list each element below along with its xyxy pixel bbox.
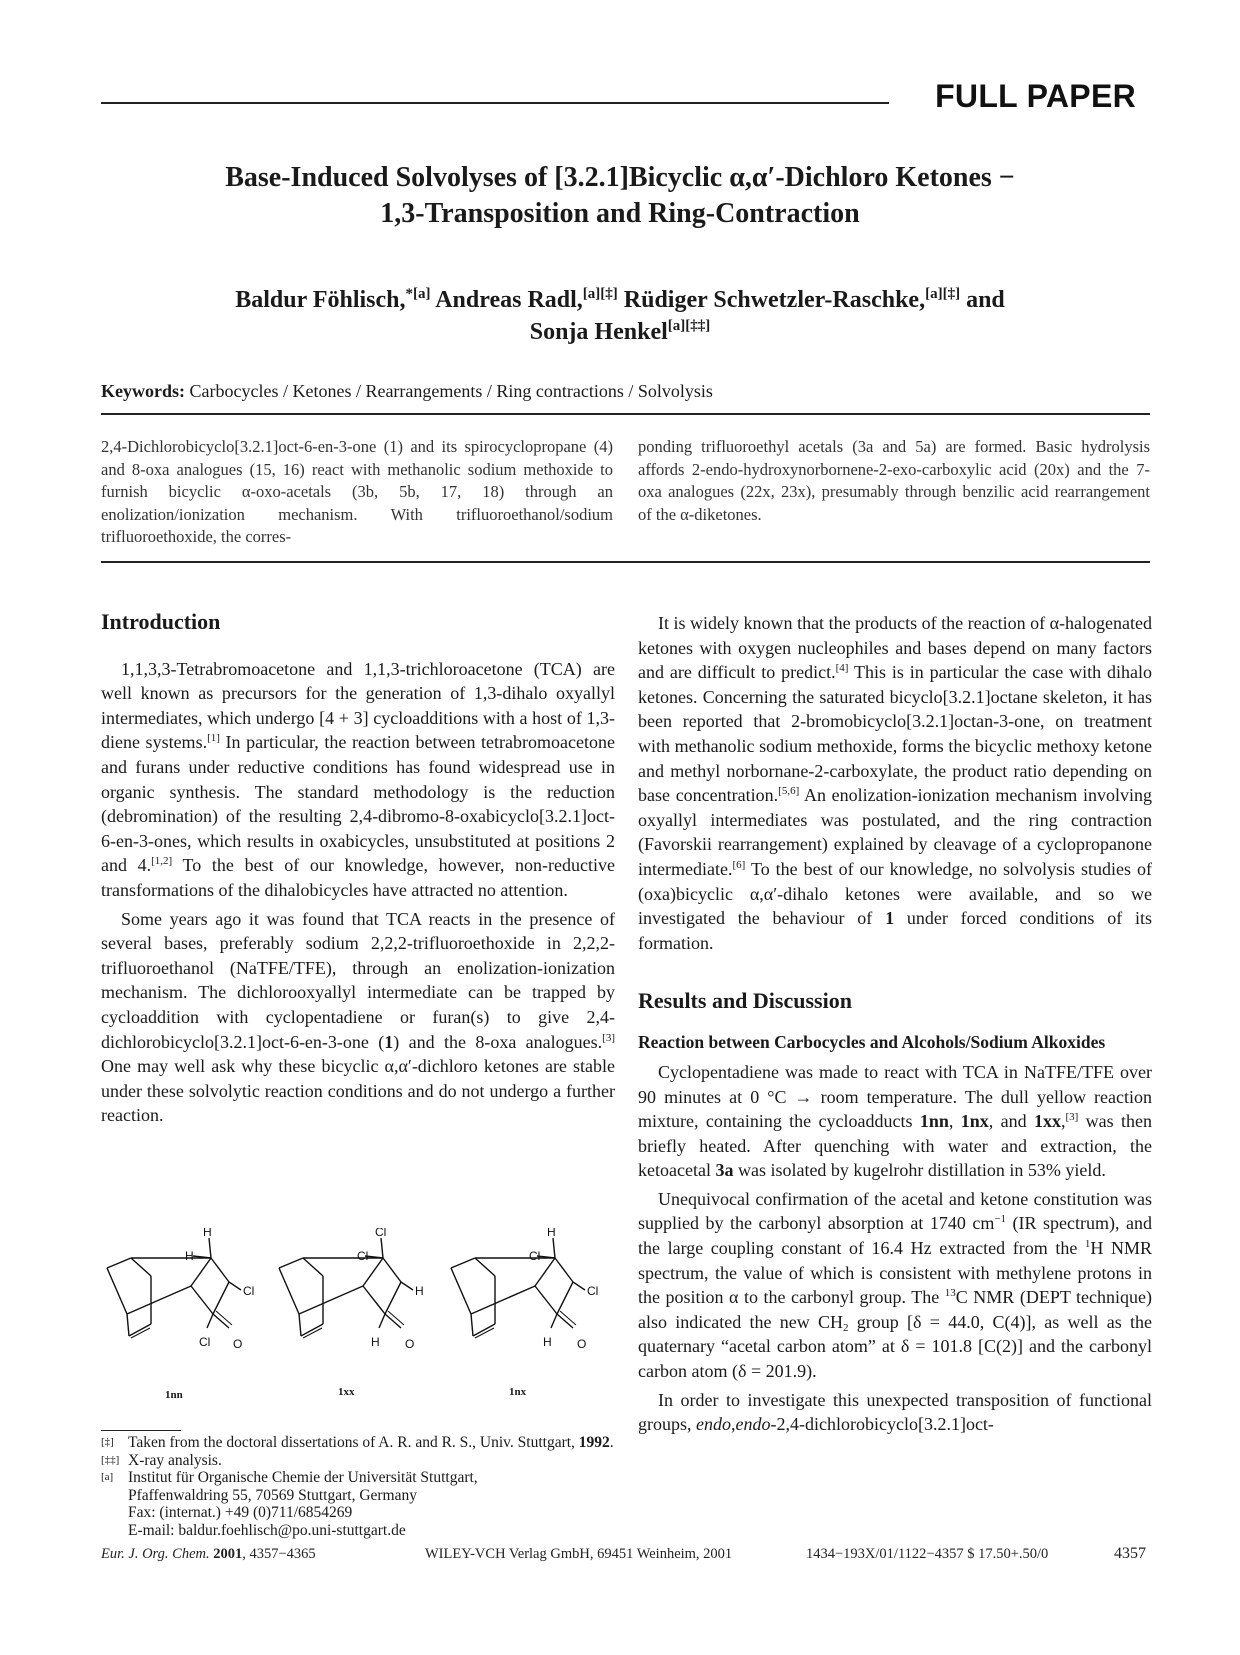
author-name: Sonja Henkel — [529, 319, 668, 345]
abstract-bottom-rule — [101, 561, 1150, 563]
bond — [379, 1314, 385, 1328]
right-paragraph-1: It is widely known that the products of the reaction of α-halogenated ketones with oxygen nucleophiles and bases depend on many factors and are difficult to predict.[4] This is in particular the case with dihalo ketones. Concerning the saturated bicyclo[3.2.1]octane skeleton, it has been reported that 2-bromobicyclo[3.2.1]octan-3-one, on treatment with methanolic sodium methoxide, forms the bicyclic methoxy ketone and methyl norbornane-2-carboxylate, the product ratio depending on base concentration.[5,6] An enolization-ionization mechanism involving oxyallyl intermediates was postulated, and the ring contraction (Favorskii rearrangement) explained by cleavage of a cyclopropanone intermediate.[6] To the best of our knowledge, no solvolysis studies of (oxa)bicyclic α,α′-dihalo ketones were available, and so we investigated the behaviour of 1 under forced conditions of its formation. — [638, 613, 1153, 953]
bond — [363, 1286, 385, 1314]
atom-label: Cl — [243, 1284, 255, 1298]
structure-label: 1nx — [509, 1386, 527, 1398]
right-paragraph-4: In order to investigate this unexpected transposition of functional groups, endo,endo-2,4-dichlorobicyclo[3.2.1]oct- — [638, 1389, 1152, 1435]
footnote: [‡] Taken from the doctoral dissertations of A. R. and R. S., Univ. Stuttgart, 1992. — [101, 1434, 614, 1451]
bond — [473, 1324, 495, 1336]
bond — [383, 1258, 401, 1282]
bond — [451, 1268, 471, 1314]
atom-label: H — [547, 1228, 556, 1239]
footnote: [‡‡] X-ray analysis. — [101, 1451, 222, 1469]
atom-label: H — [185, 1249, 194, 1263]
bond — [127, 1314, 129, 1336]
bond — [385, 1314, 401, 1328]
atom-label: H — [543, 1335, 552, 1349]
bond — [303, 1258, 323, 1276]
atom-label: Cl — [357, 1249, 369, 1263]
bond — [557, 1282, 573, 1314]
bond — [131, 1258, 151, 1276]
atom-label: Cl — [375, 1228, 387, 1239]
bond — [557, 1314, 573, 1328]
bond — [381, 1238, 383, 1258]
bond — [475, 1258, 495, 1276]
bond — [299, 1286, 363, 1314]
abstract-top-rule — [101, 413, 1150, 415]
author-affiliation: [a][‡‡] — [667, 318, 711, 334]
author-affiliation: [a][‡] — [582, 286, 618, 302]
abstract-left: 2,4-Dichlorobicyclo[3.2.1]oct-6-en-3-one (1) and its spirocyclopropane (4) and 8-oxa analogues (15, 16) react with methanolic sodium methoxide to furnish bicyclic α-oxo-acetals (3b, 5b, 17, 18) through an enolization/ionization mechanism. With trifluoroethanol/sodium trifluoroethoxide, the corres- — [101, 437, 613, 546]
bond — [229, 1282, 241, 1290]
structure-label: 1nn — [165, 1389, 183, 1401]
atom-label: Cl — [199, 1335, 211, 1349]
bond — [129, 1324, 151, 1336]
atom-label: Cl — [587, 1284, 599, 1298]
structures-svg — [101, 1228, 621, 1408]
atom-label: H — [371, 1335, 380, 1349]
bond — [191, 1286, 213, 1314]
footer-issn: 1434−193X/01/1122−4357 $ 17.50+.50/0 — [806, 1546, 1049, 1562]
author-name: Rüdiger Schwetzler-Raschke, — [623, 287, 926, 313]
atom-label: H — [203, 1228, 212, 1239]
email-line[interactable]: E-mail: baldur.foehlisch@po.uni-stuttgart.de — [128, 1521, 406, 1539]
bond — [209, 1238, 211, 1258]
bond — [451, 1258, 475, 1268]
header-rule — [101, 102, 889, 104]
footnote-rule — [101, 1430, 181, 1431]
page-number: 4357 — [1114, 1545, 1146, 1562]
footer-citation: Eur. J. Org. Chem. 2001, 4357−4365 — [101, 1546, 316, 1562]
bond — [191, 1258, 211, 1286]
bond — [385, 1282, 401, 1314]
bond — [279, 1258, 303, 1268]
intro-paragraph-1: 1,1,3,3-Tetrabromoacetone and 1,1,3-trichloroacetone (TCA) are well known as precursors for the generation of 1,3-dihalo oxyallyl intermediates, which undergo [4 + 3] cycloadditions with a host of 1,3-diene systems.[1] In particular, the reaction between tetrabromoacetone and furans under reductive conditions has found widespread use in organic synthesis. The standard methodology is the reduction (debromination) of the resulting 2,4-dibromo-8-oxabicyclo[3.2.1]oct-6-en-3-ones, which results in oxabicycles, unsubstituted at positions 2 and 4.[1,2] To the best of our knowledge, however, non-reductive transformations of the dihalobicycles have attracted no attention. — [101, 658, 615, 900]
bond — [471, 1286, 535, 1314]
atom-label: O — [405, 1337, 415, 1351]
bond — [401, 1282, 413, 1290]
keywords-label: Keywords: — [101, 381, 185, 401]
abstract-right: ponding trifluoroethyl acetals (3a and 5a) are formed. Basic hydrolysis affords 2-endo-hydroxynorbornene-2-exo-carboxylic acid (20x) and the 7-oxa analogues (22x, 23x), presumably through benzilic acid rearrangement of the α-diketones. — [638, 437, 1150, 524]
author-line-1 — [100, 284, 1140, 316]
intro-heading: Introduction — [101, 609, 221, 634]
footnotes — [101, 1434, 621, 1539]
bond — [551, 1314, 557, 1328]
bond — [301, 1324, 323, 1336]
bond — [213, 1314, 229, 1328]
paper-title — [100, 160, 1140, 232]
bond — [107, 1268, 127, 1314]
atom-label: O — [577, 1337, 587, 1351]
author-list — [100, 284, 1140, 348]
subsection-heading: Reaction between Carbocycles and Alcohols/Sodium Alkoxides — [638, 1031, 1106, 1052]
results-heading: Results and Discussion — [638, 988, 852, 1014]
left-column — [101, 610, 615, 1128]
atom-label: O — [233, 1337, 243, 1351]
bond — [535, 1286, 557, 1314]
structure-label: 1xx — [338, 1386, 355, 1398]
address-line: Pfaffenwaldring 55, 70569 Stuttgart, Germany — [128, 1486, 417, 1504]
keywords-text: Carbocycles / Ketones / Rearrangements / Ring contractions / Solvolysis — [189, 381, 713, 401]
bond — [553, 1238, 555, 1258]
author-line-2 — [100, 316, 1140, 348]
bond — [471, 1314, 473, 1336]
author-conjunction: and — [966, 287, 1005, 313]
bond — [127, 1286, 191, 1314]
atom-label: H — [415, 1284, 424, 1298]
bond — [213, 1282, 229, 1314]
intro-paragraph-2: Some years ago it was found that TCA reacts in the presence of several bases, preferably sodium 2,2,2-trifluoroethoxide in 2,2,2-trifluoroethanol (NaTFE/TFE), through an enolization-ionization mechanism. The dichlorooxyallyl intermediate can be trapped by cycloaddition with cyclopentadiene or furan(s) to give 2,4-dichlorobicyclo[3.2.1]oct-6-en-3-one (1) and the 8-oxa analogues.[3] One may well ask why these bicyclic α,α′-dichloro ketones are stable under these solvolytic reaction conditions and do not undergo a further reaction. — [101, 908, 615, 1126]
author-name: Andreas Radl, — [435, 287, 583, 313]
bond — [279, 1268, 299, 1314]
title-line-1: Base-Induced Solvolyses of [3.2.1]Bicyclic α,α′-Dichloro Ketones − — [225, 162, 1015, 193]
bond — [573, 1282, 585, 1290]
bond — [207, 1314, 213, 1328]
atom-label: Cl — [529, 1249, 541, 1263]
author-affiliation: [a][‡] — [925, 286, 961, 302]
bond — [211, 1258, 229, 1282]
section-label: FULL PAPER — [935, 78, 1136, 114]
right-column — [638, 611, 1152, 1437]
right-paragraph-2: Cyclopentadiene was made to react with TCA in NaTFE/TFE over 90 minutes at 0 °C → room temperature. The dull yellow reaction mixture, containing the cycloadducts 1nn, 1nx, and 1xx,[3] was then briefly heated. After quenching with water and extraction, the ketoacetal 3a was isolated by kugelrohr distillation in 53% yield. — [638, 1061, 1153, 1181]
footer-publisher: WILEY-VCH Verlag GmbH, 69451 Weinheim, 2001 — [425, 1546, 733, 1562]
bond — [299, 1314, 301, 1336]
structures-figure — [101, 1228, 621, 1408]
fax-line: Fax: (internat.) +49 (0)711/6854269 — [128, 1504, 353, 1521]
keywords — [101, 381, 713, 402]
author-name: Baldur Föhlisch, — [235, 287, 406, 313]
author-affiliation: *[a] — [405, 286, 431, 302]
right-paragraph-3: Unequivocal confirmation of the acetal and ketone constitution was supplied by the carbonyl absorption at 1740 $cm^{-1}$ (IR spectrum), and the large coupling constant of 16.4 Hz extracted from the $^1$H NMR spectrum, the value of which is consistent with methylene protons in the position α to the carbonyl group. The $^{13}$C NMR (DEPT technique) also indicated the new $CH_2$ group [δ = 44.0, C(4)], as well as the quaternary “acetal carbon atom” at δ = 101.8 [C(2)] and the carbonyl carbon atom (δ = 201.9). — [638, 1188, 1153, 1382]
bond — [107, 1258, 131, 1268]
bond — [555, 1258, 573, 1282]
footnote: [a] Institut für Organische Chemie der Universität Stuttgart, — [101, 1469, 478, 1486]
title-line-2: 1,3-Transposition and Ring-Contraction — [380, 198, 860, 229]
